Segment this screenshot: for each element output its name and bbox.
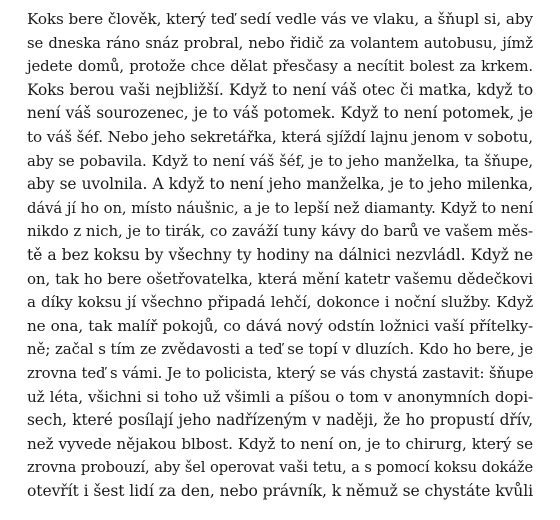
text-line: není váš sourozenec, je to váš potomek. Když to není potomek, je — [27, 104, 533, 123]
text-line: než vyvede nějakou blbost. Když to není on, je to chirurg, který se — [27, 434, 533, 453]
text-line: ně; začal s tím ze zvědavosti a teď se topí v dluzích. Kdo ho bere, je — [27, 340, 533, 359]
text-line: Koks berou vaši nejbližší. Když to není váš otec či matka, když to — [27, 80, 533, 99]
text-line: zrovna probouzí, aby šel operovat vaši tetu, a s pomocí koksu dokáže — [27, 459, 533, 477]
text-line: to váš šéf. Nebo jeho sekretářka, která sjíždí lajnu jenom v sobotu, — [27, 127, 534, 146]
text-line: aby se pobavila. Když to není váš šéf, je to jeho manželka, ta šňupe, — [27, 152, 533, 170]
text-line: sech, které posílají jeho nadřízeným v naději, že ho propustí dřív, — [27, 411, 533, 430]
text-line: ne ona, tak malíř pokojů, co dává nový odstín ložnici vaší přítelky- — [27, 316, 533, 335]
text-line: otevřít i šest lidí za den, nebo právník, k němuž se chystáte kvůli — [27, 481, 533, 500]
text-line: on, tak ho bere ošetřovatelka, která mění katetr vašemu dědečkovi — [27, 269, 533, 288]
text-line: zrovna teď s vámi. Je to policista, který se vás chystá zastavit: šňupe — [27, 364, 534, 382]
text-line: jedete domů, protože chce dělat přesčasy a necítit bolest za krkem. — [27, 58, 533, 76]
text-line: dává jí ho on, místo náušnic, a je to lepší než diamanty. Když to není — [27, 199, 533, 217]
text-line: aby se uvolnila. A když to není jeho manželka, je to jeho milenka, — [27, 175, 533, 194]
text-line: nikdo z nich, je to tirák, co zaváží tuny kávy do barů ve vašem měs- — [27, 222, 533, 241]
text-line: Koks bere člověk, který teď sedí vedle vás ve vlaku, a šňupl si, aby — [27, 10, 533, 28]
text-line: už léta, všichni si toho už všimli a píšou o tom v anonymních dopi- — [27, 387, 533, 406]
text-line: a díky koksu jí všechno připadá lehčí, dokonce i noční služby. Když — [27, 293, 533, 312]
body-paragraph — [27, 8, 533, 503]
text-line: tě a bez koksu by všechny ty hodiny na dálnici nezvládl. Když ne — [27, 245, 533, 264]
text-line: se dneska ráno snáz probral, nebo řidič za volantem autobusu, jímž — [27, 34, 533, 52]
